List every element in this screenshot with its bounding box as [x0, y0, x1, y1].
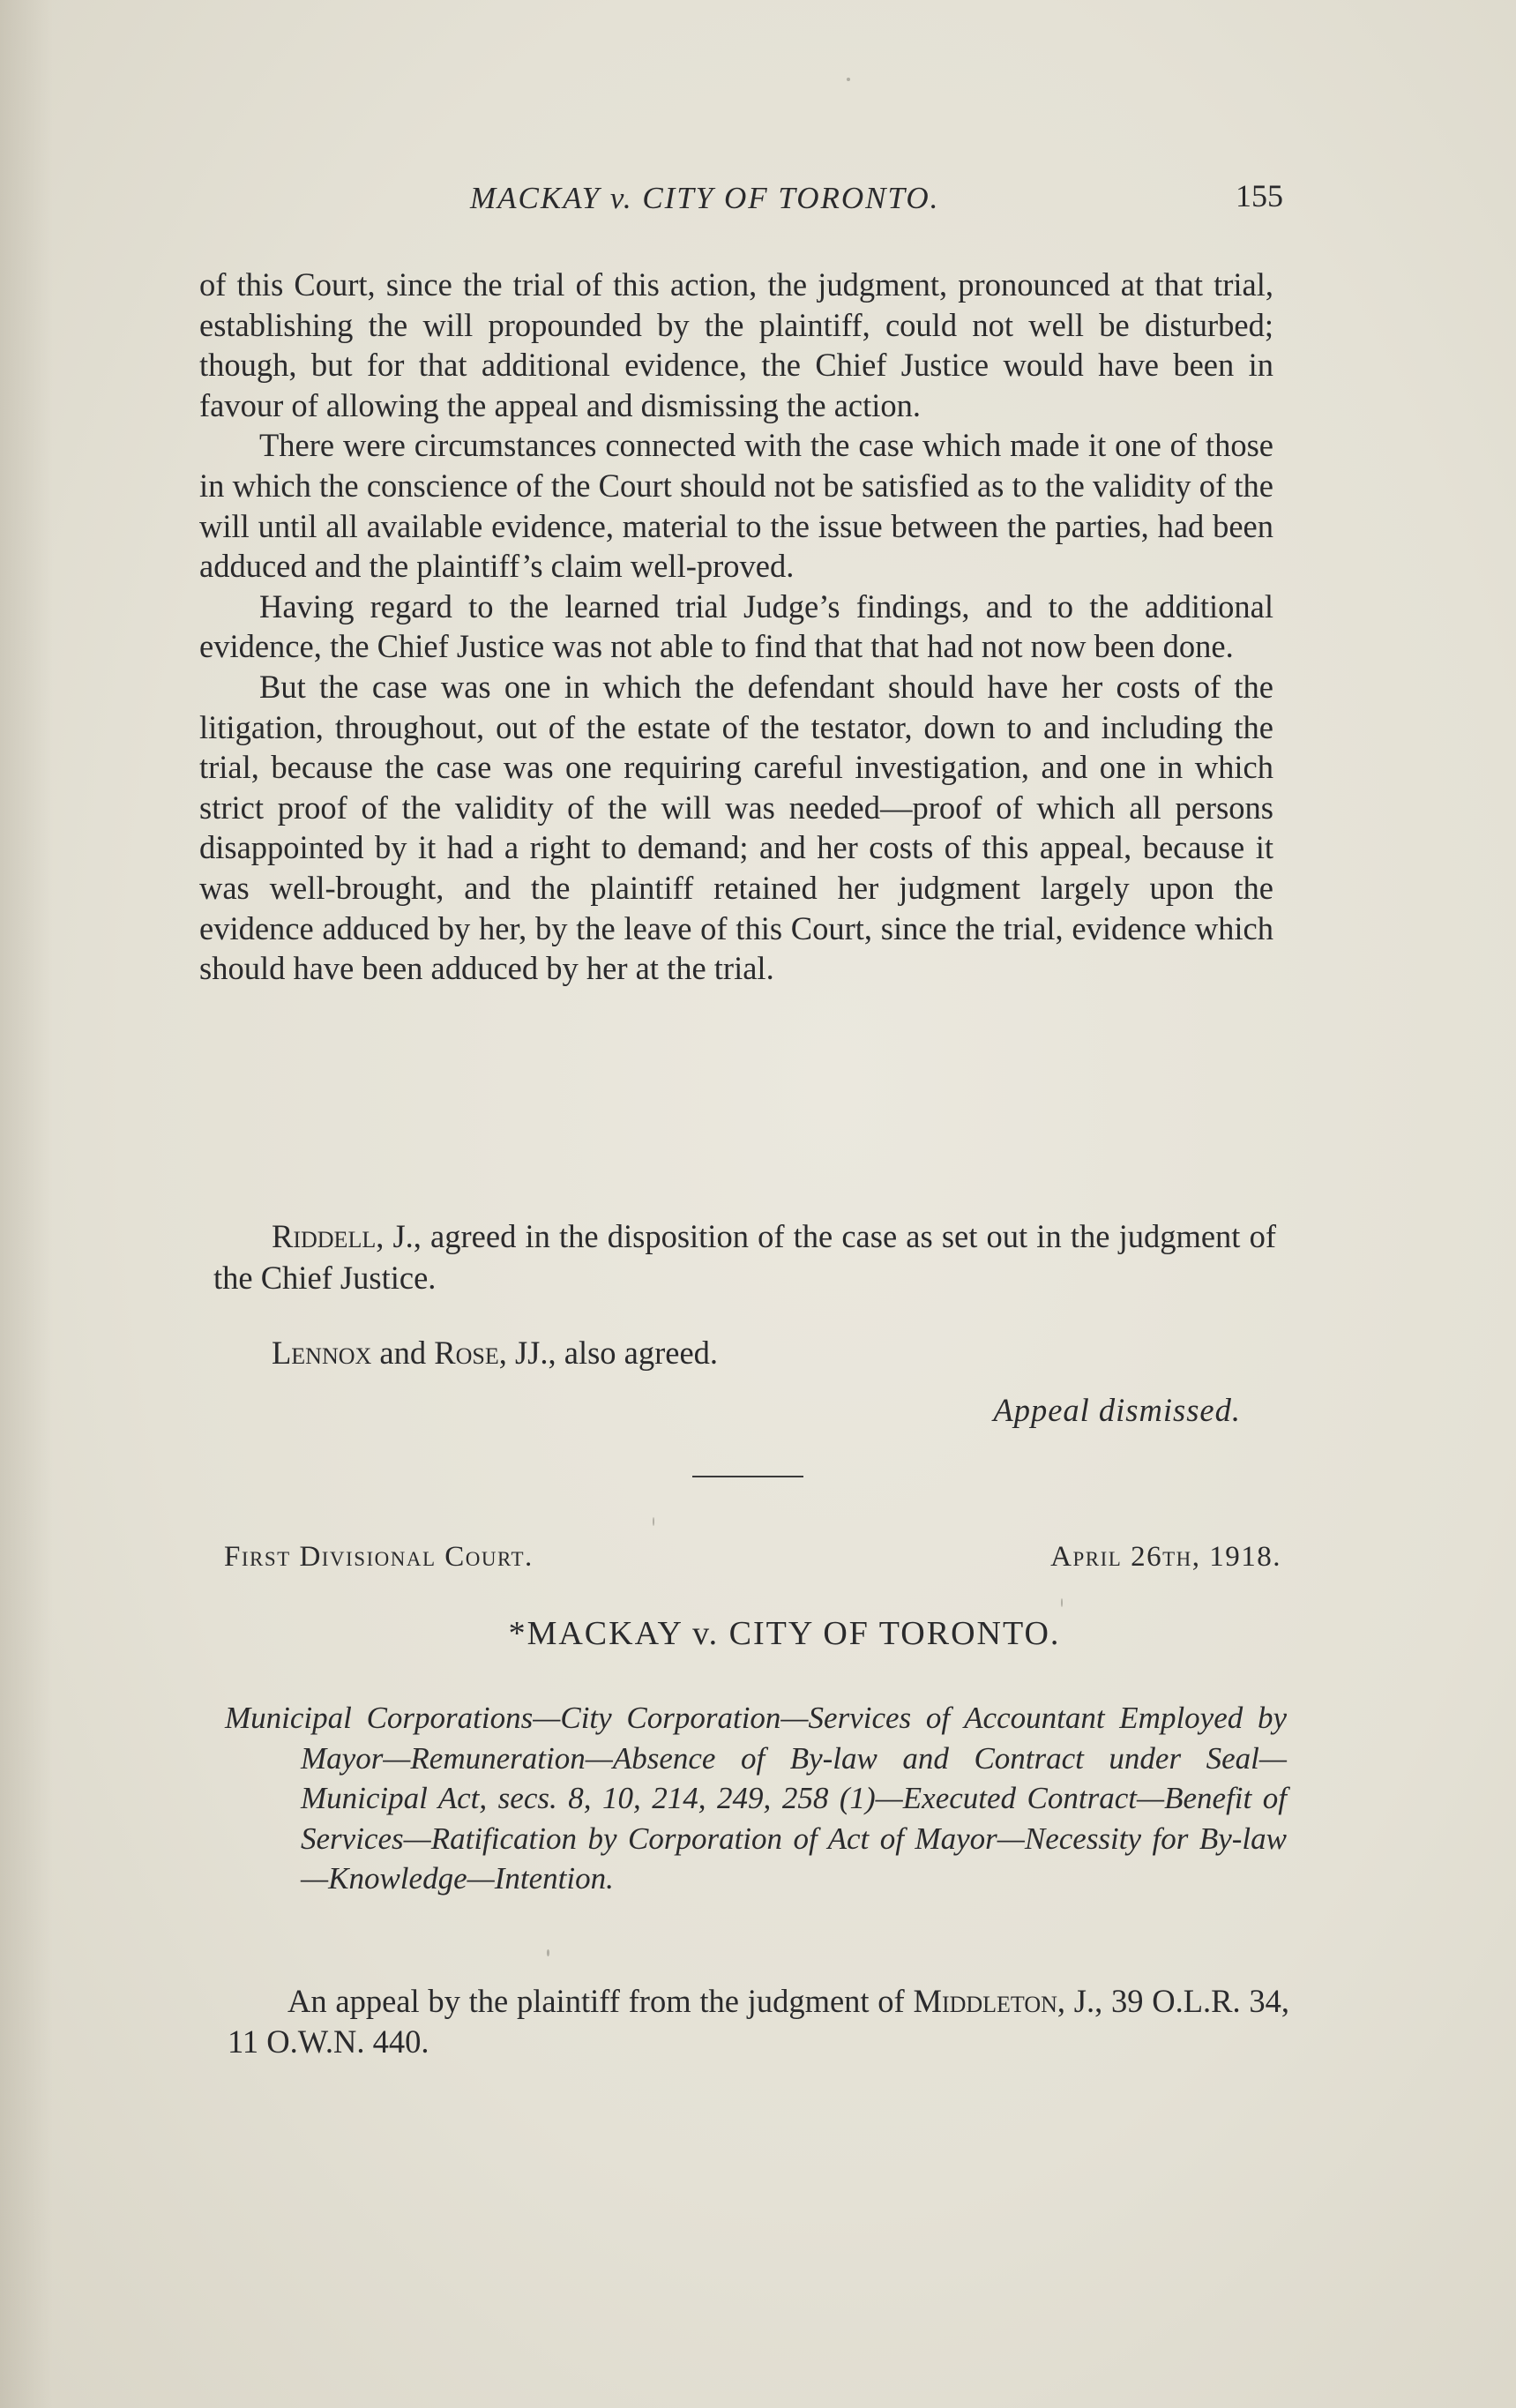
appeal-citation-text: , J., 39 O.L.R. 34, 11 O.W.N. 440. [228, 1983, 1289, 2060]
paragraph-continuation: of this Court, since the trial of this action, the judgment, pronounced at that trial, establishing the will propounded by the plaintiff, could not well be disturbed; though, but for that additional evidence, the Chief Justice would have been in favour of allowing the appeal and dismissing the action. [199, 266, 1273, 423]
riddell-opinion [213, 1215, 1276, 1298]
judgment-body [199, 265, 1273, 989]
paragraph-circumstances: There were circumstances connected with the case which made it one of those in which the conscience of the Court should not be satisfied as to the validity of the will until all available evidence, material to the issue between the parties, had been adduced and the plaintiff’s claim well-proved. [199, 427, 1273, 585]
riddell-opinion-text: , J., agreed in the disposition of the case as set out in the judgment of the Chief Justice. [213, 1218, 1276, 1296]
appeal-lead-text: An appeal by the plaintiff from the judgment of [288, 1983, 914, 2019]
judge-name-rose: Rose [434, 1335, 499, 1371]
headnote-text: Municipal Corporations—City Corporation—Services of Accountant Employed by Mayor—Remuneration—Absence of By-law and Contract under Seal—Municipal Act, secs. 8, 10, 214, 249, 258 (1)—Executed Contract—Benefit of Services—Ratification by Corporation of Act of Mayor—Necessity for By-law—Knowledge—Intention. [225, 1701, 1287, 1896]
case-title [0, 1614, 1516, 1653]
paper-speck [1061, 1598, 1063, 1607]
paper-speck [547, 1949, 549, 1956]
court-line [224, 1541, 1281, 1582]
case-result: Appeal dismissed. [993, 1392, 1241, 1428]
headnote [225, 1698, 1287, 1899]
page-number: 155 [1236, 178, 1283, 213]
lennox-opinion-text: , JJ., also agreed. [498, 1335, 719, 1371]
decision-date: April 26th, 1918. [1050, 1541, 1281, 1573]
case-title-defendant: CITY OF TORONTO. [719, 1615, 1061, 1652]
case-title-plaintiff: *MACKAY [508, 1615, 693, 1652]
appeal-paragraph [228, 1981, 1289, 2062]
case-title-versus: v. [692, 1615, 720, 1652]
lennox-rose-opinion [213, 1332, 1276, 1373]
paper-speck [653, 1517, 654, 1526]
running-head: MACKAY v. CITY OF TORONTO. [470, 181, 940, 215]
section-divider [692, 1476, 803, 1477]
paragraph-findings: Having regard to the learned trial Judge’s findings, and to the additional evidence, the Chief Justice was not able to find that that had not now been done. [199, 587, 1273, 665]
court-name: First Divisional Court. [224, 1541, 534, 1573]
judge-name-riddell: Riddell [272, 1218, 377, 1254]
paragraph-costs: But the case was one in which the defendant should have her costs of the litigation, throughout, out of the estate of the testator, down to and including the trial, because the case was one requiring careful investigation, and one in which strict proof of the validity of the will was needed—proof of which all persons disappointed by it had a right to demand; and her costs of this appeal, because it was well-brought, and the plaintiff retained her judgment largely upon the evidence adduced by her, by the leave of this Court, since the trial, evidence which should have been adduced by her at the trial. [199, 668, 1273, 987]
conjunction-and: and [371, 1335, 435, 1371]
page-gutter-shadow [0, 0, 53, 2408]
judge-name-lennox: Lennox [272, 1335, 372, 1371]
paper-speck [847, 78, 850, 81]
page-header [198, 178, 1283, 225]
judge-name-middleton: Middleton [913, 1983, 1057, 2019]
